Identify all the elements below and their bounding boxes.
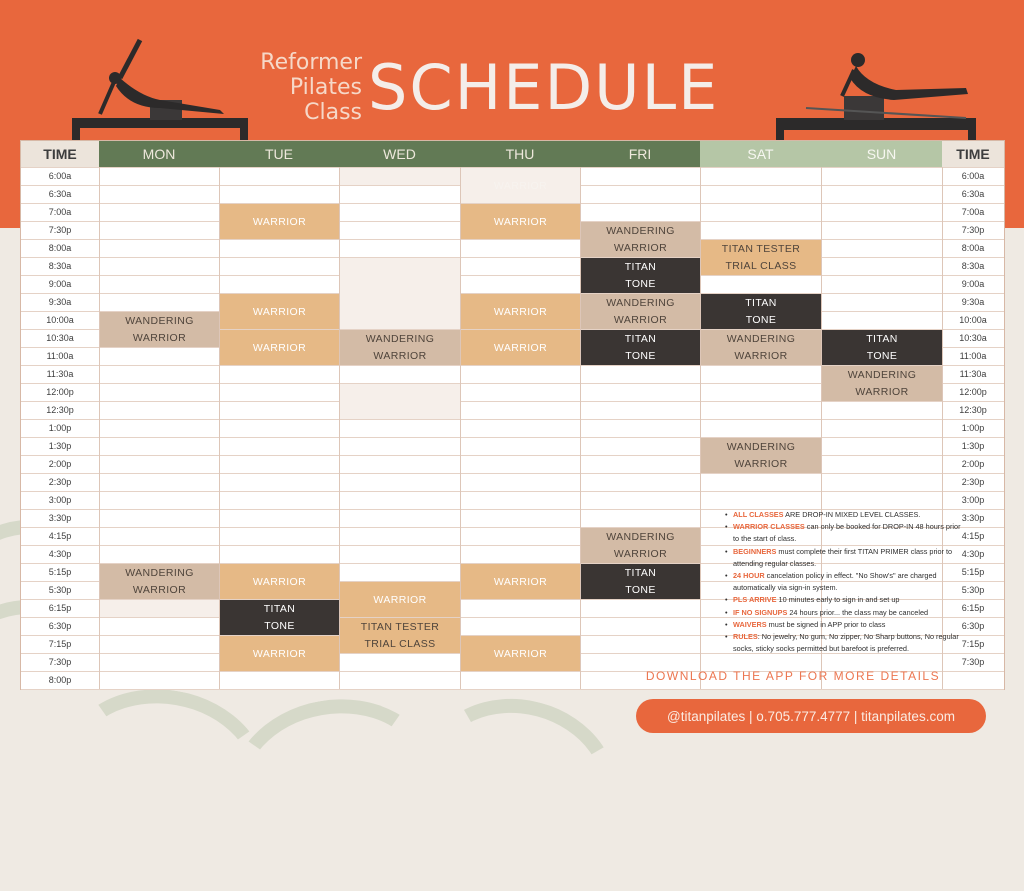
time-label-left: 7:30p	[48, 225, 72, 235]
time-label-left: 2:00p	[48, 459, 72, 469]
time-label-left: 1:30p	[48, 441, 72, 451]
policy-note: • ALL CLASSES ARE DROP-IN MIXED LEVEL CLASSES.	[733, 509, 968, 521]
class-block[interactable]	[461, 564, 580, 599]
class-label: WANDERING	[847, 368, 917, 381]
day-header-tue: TUE	[219, 141, 339, 167]
class-block[interactable]	[100, 564, 219, 599]
reformer-athlete-photo-right	[776, 48, 976, 142]
time-label-right: 2:00p	[961, 459, 985, 469]
class-block[interactable]	[461, 636, 580, 671]
class-label: WARRIOR	[493, 341, 548, 354]
row-divider	[21, 401, 1004, 402]
class-label: WARRIOR	[252, 575, 307, 588]
policy-note: • IF NO SIGNUPS 24 hours prior... the class may be canceled	[733, 607, 968, 619]
column-divider	[460, 167, 461, 689]
time-label-right: 7:30p	[961, 657, 985, 667]
time-label-right: 8:30a	[961, 261, 985, 271]
time-label-left: 4:30p	[48, 549, 72, 559]
time-label-right: 6:00a	[961, 171, 985, 181]
class-block[interactable]	[340, 168, 460, 185]
class-block[interactable]	[220, 294, 339, 329]
time-label-right: 6:30a	[961, 189, 985, 199]
class-block[interactable]	[701, 330, 821, 365]
class-label: WARRIOR	[373, 593, 427, 606]
class-label: WARRIOR	[252, 305, 307, 318]
class-block[interactable]	[100, 312, 219, 347]
time-label-left: 11:00a	[46, 351, 74, 361]
class-label: TITAN	[866, 332, 898, 345]
day-header-fri: FRI	[580, 141, 700, 167]
contact-pill[interactable]: @titanpilates | o.705.777.4777 | titanpilates.com	[636, 699, 986, 733]
time-label-left: 8:30a	[48, 261, 72, 271]
row-divider	[21, 257, 1004, 258]
class-block[interactable]	[220, 600, 339, 635]
time-label-left: 1:00p	[48, 423, 72, 433]
time-label-left: 3:30p	[48, 513, 72, 523]
policy-note: • WAIVERS must be signed in APP prior to class	[733, 619, 968, 631]
time-label-left: 9:30a	[48, 297, 72, 307]
class-label: TITAN	[624, 332, 657, 345]
time-label-left: 9:00a	[48, 279, 72, 289]
time-label-left: 8:00a	[48, 243, 72, 253]
policy-note-key: BEGINNERS	[733, 546, 777, 556]
time-label-left: 12:30p	[46, 405, 74, 415]
time-label-right: 4:30p	[961, 549, 985, 559]
class-label: WARRIOR	[613, 314, 668, 327]
policy-note: • BEGINNERS must complete their first TITAN PRIMER class prior to attending regular classes.	[733, 546, 968, 570]
time-header-left: TIME	[21, 141, 99, 167]
class-block[interactable]	[100, 600, 219, 617]
row-divider	[21, 455, 1004, 456]
policy-note: • PLS ARRIVE 10 minutes early to sign in and set up	[733, 594, 968, 606]
subtitle-line: Pilates	[289, 75, 362, 100]
policy-note: • RULES: No jewelry, No gum, No zipper, No Sharp buttons, No regular socks, sticky socks permitted but barefoot is preferred.	[733, 631, 968, 655]
time-label-left: 6:15p	[48, 603, 72, 613]
class-label: WANDERING	[726, 440, 796, 453]
row-divider	[21, 419, 1004, 420]
time-label-right: 5:15p	[961, 567, 985, 577]
policy-note: • WARRIOR CLASSES can only be booked for DROP-IN 48 hours prior to the start of class.	[733, 521, 968, 545]
time-label-left: 3:00p	[48, 495, 72, 505]
time-label-left: 7:30p	[48, 657, 72, 667]
time-label-left: 6:30a	[48, 189, 72, 199]
policy-note-key: IF NO SIGNUPS	[733, 607, 788, 617]
time-label-right: 7:30p	[961, 225, 985, 235]
class-label: WARRIOR	[734, 458, 788, 471]
class-block[interactable]	[581, 258, 700, 293]
class-label: WARRIOR	[493, 647, 548, 660]
class-label: WANDERING	[726, 332, 796, 345]
row-divider	[21, 275, 1004, 276]
class-block[interactable]	[220, 564, 339, 599]
class-block[interactable]	[461, 168, 580, 203]
time-label-right: 6:15p	[961, 603, 985, 613]
class-block[interactable]	[822, 366, 942, 401]
day-header-sun: SUN	[821, 141, 942, 167]
row-divider	[21, 689, 1004, 690]
policy-note-key: ALL CLASSES	[733, 510, 784, 519]
row-divider	[21, 491, 1004, 492]
time-label-right: 3:30p	[961, 513, 985, 523]
class-block[interactable]	[461, 330, 580, 365]
time-label-right: 1:30p	[961, 441, 985, 451]
class-block[interactable]	[220, 204, 339, 239]
class-label: TRIAL CLASS	[725, 260, 797, 273]
time-label-left: 5:15p	[48, 567, 72, 577]
time-label-right: 9:30a	[961, 297, 985, 307]
row-divider	[21, 437, 1004, 438]
class-label: TITAN	[263, 602, 296, 615]
class-block[interactable]	[220, 330, 339, 365]
download-app-text: DOWNLOAD THE APP FOR MORE DETAILS	[645, 669, 941, 683]
class-label: WARRIOR	[132, 584, 187, 597]
class-label: WARRIOR	[132, 332, 187, 345]
class-block[interactable]	[581, 294, 700, 329]
policy-note-key: WAIVERS	[733, 619, 767, 629]
policy-note-key: 24 HOUR	[733, 571, 765, 581]
time-label-right: 11:30a	[959, 369, 987, 379]
class-label: TITAN	[624, 260, 657, 273]
class-label: WANDERING	[125, 566, 194, 579]
class-subtitle	[236, 50, 362, 125]
class-block[interactable]	[701, 240, 821, 275]
time-label-left: 6:00a	[48, 171, 72, 181]
class-label: WARRIOR	[252, 215, 307, 228]
time-label-left: 2:30p	[48, 477, 72, 487]
time-label-right: 5:30p	[961, 585, 985, 595]
class-block[interactable]	[340, 618, 460, 653]
class-block[interactable]	[461, 204, 580, 239]
class-label: WARRIOR	[734, 350, 788, 363]
class-label: WARRIOR	[855, 386, 909, 399]
time-label-right: 7:00a	[961, 207, 985, 217]
class-label: TONE	[745, 314, 777, 327]
time-label-left: 7:15p	[48, 639, 72, 649]
day-header-mon: MON	[99, 141, 219, 167]
class-label: WARRIOR	[493, 305, 548, 318]
policy-note-key: WARRIOR CLASSES	[733, 522, 805, 532]
class-label: WARRIOR	[252, 341, 307, 354]
class-label: WANDERING	[606, 296, 675, 309]
class-label: WARRIOR	[493, 179, 548, 192]
time-label-left: 11:30a	[46, 369, 74, 379]
day-header-thu: THU	[460, 141, 580, 167]
time-label-right: 9:00a	[961, 279, 985, 289]
time-label-right: 3:00p	[961, 495, 985, 505]
time-label-left: 6:30p	[48, 621, 72, 631]
class-block[interactable]	[340, 330, 460, 365]
row-divider	[21, 239, 1004, 240]
time-label-right: 7:15p	[961, 639, 985, 649]
class-label: WANDERING	[606, 530, 675, 543]
time-label-left: 10:00a	[46, 315, 74, 325]
class-label: WANDERING	[365, 332, 435, 345]
class-label: WANDERING	[606, 224, 675, 237]
time-label-right: 12:00p	[959, 387, 987, 397]
policy-note-key: PLS ARRIVE	[733, 595, 777, 605]
class-block[interactable]	[340, 582, 460, 617]
policy-note: • 24 HOUR cancelation policy in effect. "No Show's" are charged automatically via sign-in system.	[733, 570, 968, 594]
day-header-wed: WED	[339, 141, 460, 167]
page-title: SCHEDULE	[368, 51, 720, 124]
class-block[interactable]	[581, 222, 700, 257]
class-block[interactable]	[581, 330, 700, 365]
schedule-grid	[20, 140, 1005, 690]
class-label: TONE	[866, 350, 898, 363]
class-label: TITAN	[624, 566, 657, 579]
class-block[interactable]	[340, 384, 460, 419]
time-label-right: 6:30p	[961, 621, 985, 631]
time-label-left: 10:30a	[46, 333, 74, 343]
time-label-left: 7:00a	[48, 207, 72, 217]
time-label-right: 2:30p	[961, 477, 985, 487]
class-label: WARRIOR	[493, 215, 548, 228]
class-label: TONE	[625, 584, 656, 597]
time-label-right: 8:00a	[961, 243, 985, 253]
class-label: WARRIOR	[493, 575, 548, 588]
time-header-right: TIME	[942, 141, 1004, 167]
class-block[interactable]	[461, 294, 580, 329]
day-header-sat: SAT	[700, 141, 821, 167]
class-block[interactable]	[581, 564, 700, 599]
time-label-left: 4:15p	[48, 531, 72, 541]
subtitle-line: Class	[304, 100, 362, 125]
class-label: WARRIOR	[373, 350, 427, 363]
time-label-right: 12:30p	[959, 405, 987, 415]
class-block[interactable]	[701, 438, 821, 473]
policy-note-key: RULES	[733, 632, 758, 642]
time-label-left: 12:00p	[46, 387, 74, 397]
class-label: WARRIOR	[613, 548, 668, 561]
time-label-right: 11:00a	[959, 351, 987, 361]
time-label-right: 10:00a	[959, 315, 987, 325]
class-label: TITAN	[745, 296, 777, 309]
class-block[interactable]	[701, 294, 821, 329]
class-label: TRIAL CLASS	[364, 638, 436, 651]
time-label-left: 8:00p	[48, 675, 72, 685]
class-label: WARRIOR	[252, 647, 307, 660]
class-label: TITAN TESTER	[721, 242, 801, 255]
class-block[interactable]	[822, 330, 942, 365]
class-block[interactable]	[340, 258, 460, 329]
class-label: TITAN TESTER	[360, 620, 440, 633]
class-label: WARRIOR	[613, 242, 668, 255]
class-label: TONE	[625, 350, 656, 363]
class-policy-notes	[721, 509, 968, 655]
class-block[interactable]	[581, 528, 700, 563]
class-label: TONE	[264, 620, 295, 633]
time-label-right: 10:30a	[959, 333, 987, 343]
time-label-right: 1:00p	[961, 423, 985, 433]
row-divider	[21, 473, 1004, 474]
time-label-right: 4:15p	[961, 531, 985, 541]
class-block[interactable]	[220, 636, 339, 671]
reformer-athlete-photo-left	[70, 38, 250, 142]
class-label: TONE	[625, 278, 656, 291]
time-label-left: 5:30p	[48, 585, 72, 595]
class-label: WANDERING	[125, 314, 194, 327]
subtitle-line: Reformer	[260, 50, 362, 75]
